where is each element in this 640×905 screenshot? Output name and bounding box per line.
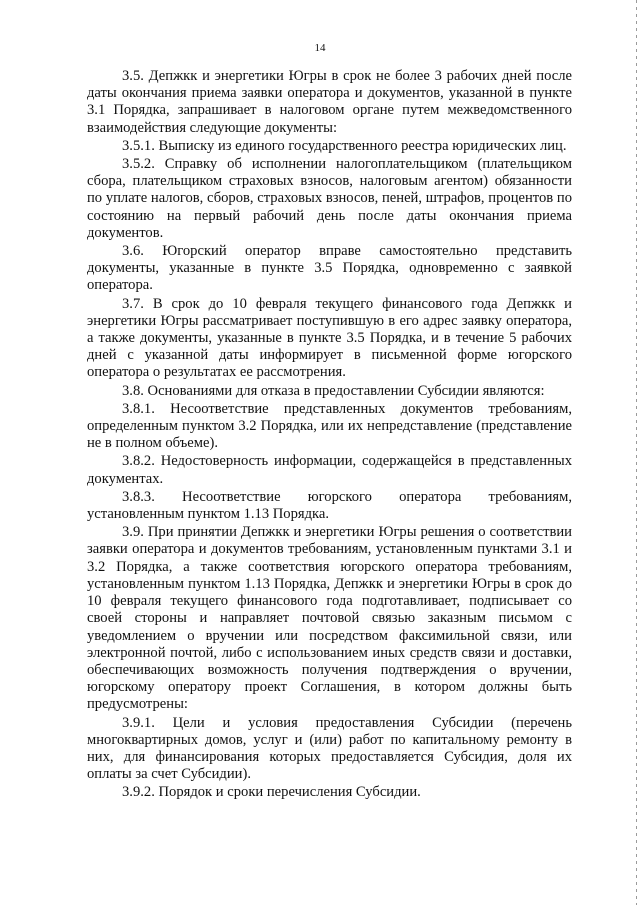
paragraph-3-8-1: 3.8.1. Несоответствие представленных документов требованиям, определенным пунктом 3.2 Порядка, или их непредставление (представление не в полном объеме). <box>87 400 572 452</box>
page-number: 14 <box>314 42 326 54</box>
paragraph-3-9-2: 3.9.2. Порядок и сроки перечисления Субсидии. <box>122 784 421 801</box>
paragraph-3-8: 3.8. Основаниями для отказа в предоставлении Субсидии являются: <box>122 382 545 399</box>
paragraph-3-5: 3.5. Депжкк и энергетики Югры в срок не более 3 рабочих дней после даты окончания приема заявки оператора и документов, указанной в пункте 3.1 Порядка, запрашивает в налоговом органе путем межведомственного взаимодействия следующие документы: <box>87 68 572 136</box>
paragraph-3-9-1: 3.9.1. Цели и условия предоставления Субсидии (перечень многоквартирных домов, услуг и (или) работ по капитальному ремонту в них, для финансирования которых предоставляется Субсидия, доля их оплаты за счет Субсидии). <box>87 714 572 783</box>
paragraph-3-7: 3.7. В срок до 10 февраля текущего финансового года Депжкк и энергетики Югры рассматривает поступившую в его адрес заявку оператора, а также документы, указанные в пункте 3.5 Порядка, и в течение 5 рабочих дней с указанной даты информирует в письменной форме югорского оператора о результатах ее рассмотрения. <box>87 295 572 381</box>
paragraph-3-8-3: 3.8.3. Несоответствие югорского оператора требованиям, установленным пунктом 1.13 Порядка. <box>87 488 572 523</box>
scan-edge-line <box>636 0 637 905</box>
paragraph-3-9: 3.9. При принятии Депжкк и энергетики Югры решения о соответствии заявки оператора и документов требованиям, установленным пунктами 3.1 и 3.2 Порядка, а также соответствия югорского оператора требованиям, установленным пунктом 1.13 Порядка, Депжкк и энергетики Югры в срок до 10 февраля текущего финансового года подготавливает, подписывает со своей стороны и направляет почтовой связью заказным письмом с уведомлением о вручении или посредством факсимильной связи, или электронной почтой, либо с использованием иных средств связи и доставки, обеспечивающих возможность получения подтверждения о вручении, югорскому оператору проект Соглашения, в котором должны быть предусмотрены: <box>87 524 572 713</box>
paragraph-3-6: 3.6. Югорский оператор вправе самостоятельно представить документы, указанные в пункте 3.5 Порядка, одновременно с заявкой оператора. <box>87 243 572 294</box>
paragraph-3-5-1: 3.5.1. Выписку из единого государственного реестра юридических лиц. <box>122 137 567 154</box>
document-body <box>87 68 572 803</box>
paragraph-3-5-2: 3.5.2. Справку об исполнении налогоплательщиком (плательщиком сбора, плательщиком страховых взносов, налоговым агентом) обязанности по уплате налогов, сборов, страховых взносов, пеней, штрафов, процентов по состоянию на первый рабочий день после даты окончания приема документов. <box>87 156 572 241</box>
paragraph-3-8-2: 3.8.2. Недостоверность информации, содержащейся в представленных документах. <box>87 453 572 487</box>
